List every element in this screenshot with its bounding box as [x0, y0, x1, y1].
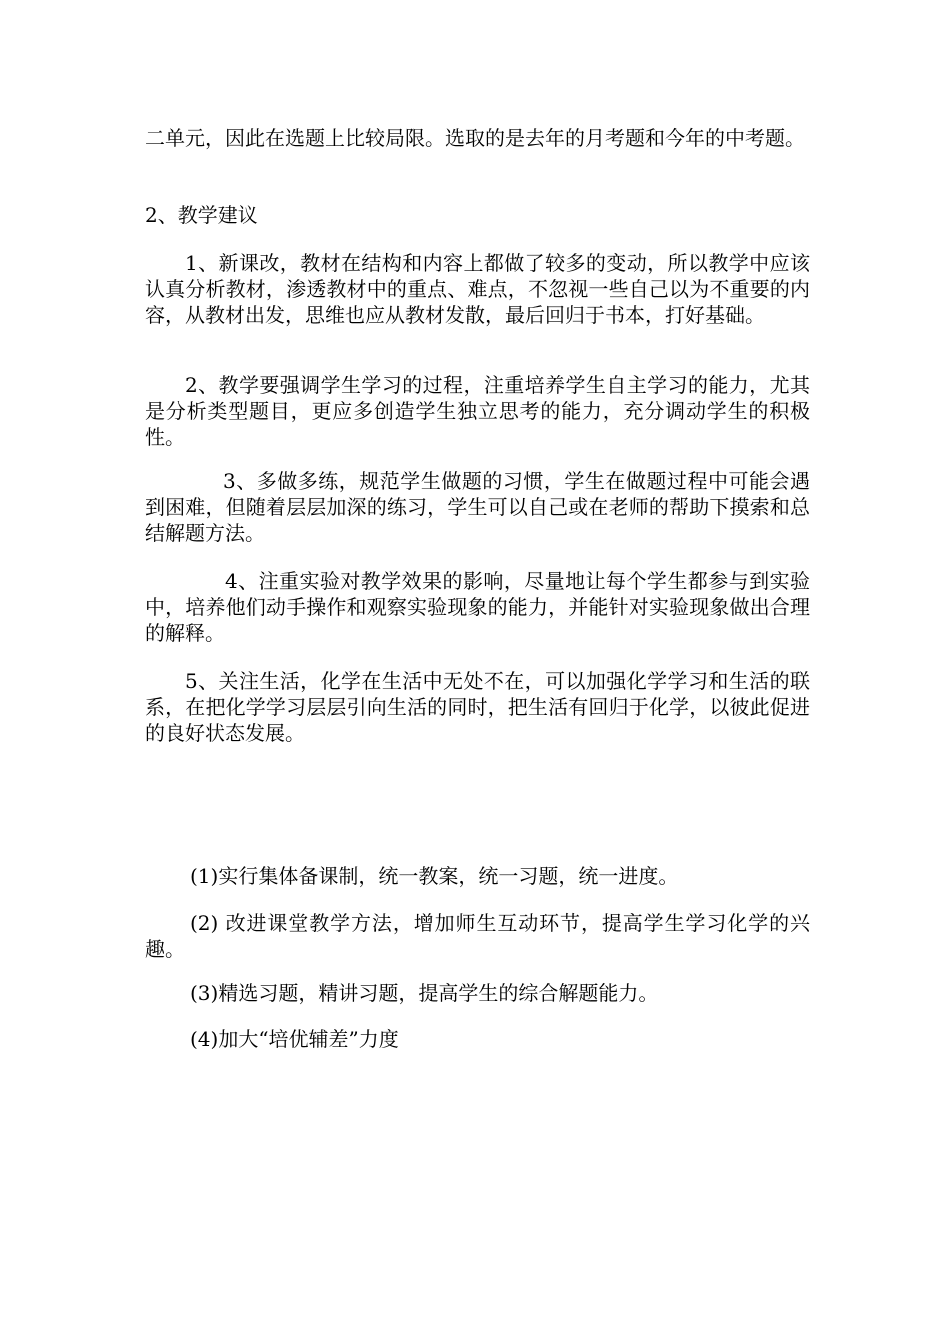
suggestion-paragraph-2: 2、教学要强调学生学习的过程，注重培养学生自主学习的能力，尤其是分析类型题目，更应多创造学生独立思考的能力，充分调动学生的积极性。	[145, 373, 810, 449]
suggestion-paragraph-5: 5、关注生活，化学在生活中无处不在，可以加强化学学习和生活的联系，在把化学学习层层引向生活的同时，把生活有回归于化学，以彼此促进的良好状态发展。	[145, 669, 810, 745]
measure-item-1: (1)实行集体备课制，统一教案，统一习题，统一进度。	[190, 864, 679, 888]
measure-item-3: (3)精选习题，精讲习题，提高学生的综合解题能力。	[190, 981, 659, 1005]
suggestion-paragraph-3: 3、多做多练，规范学生做题的习惯，学生在做题过程中可能会遇到困难，但随着层层加深的练习，学生可以自己或在老师的帮助下摸索和总结解题方法。	[145, 469, 810, 545]
measure-item-2: (2) 改进课堂教学方法，增加师生互动环节，提高学生学习化学的兴趣。	[145, 911, 810, 961]
suggestion-paragraph-1: 1、新课改，教材在结构和内容上都做了较多的变动，所以教学中应该认真分析教材，渗透教材中的重点、难点，不忽视一些自己以为不重要的内容，从教材出发，思维也应从教材发散，最后回归于书本，打好基础。	[145, 251, 810, 327]
suggestion-paragraph-4: 4、注重实验对教学效果的影响，尽量地让每个学生都参与到实验中，培养他们动手操作和观察实验现象的能力，并能针对实验现象做出合理的解释。	[145, 569, 810, 645]
intro-paragraph: 二单元，因此在选题上比较局限。选取的是去年的月考题和今年的中考题。	[145, 126, 805, 150]
section-heading: 2、教学建议	[145, 203, 258, 227]
measure-item-4: (4)加大“培优辅差”力度	[190, 1027, 399, 1051]
